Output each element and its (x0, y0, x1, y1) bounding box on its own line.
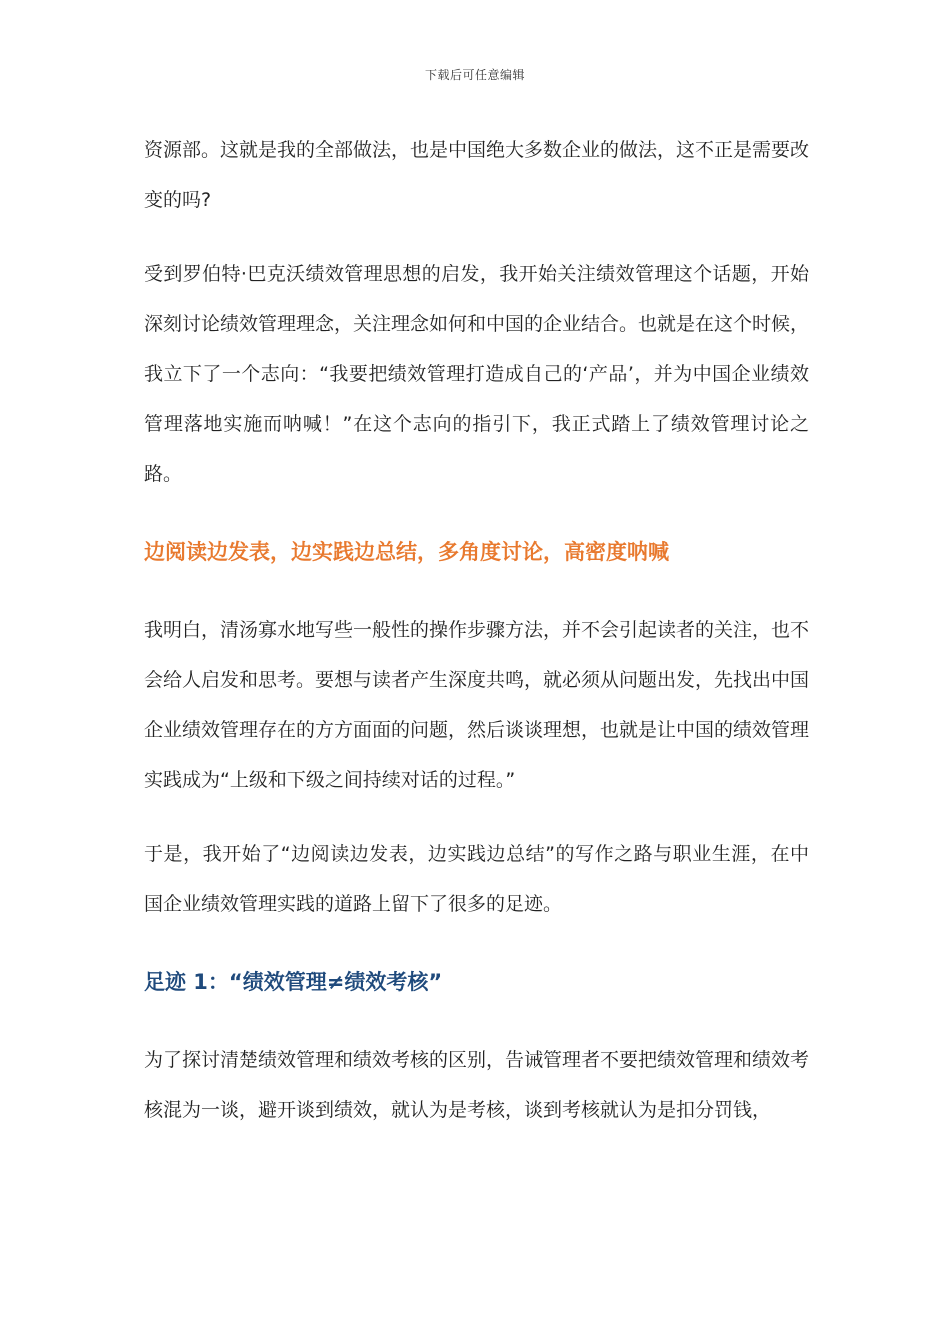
paragraph-3: 我明白，清汤寡水地写些一般性的操作步骤方法，并不会引起读者的关注，也不会给人启发和思考。要想与读者产生深度共鸣，就必须从问题出发，先找出中国企业绩效管理存在的方方面面的问题，然后谈谈理想，也就是让中国的绩效管理实践成为“上级和下级之间持续对话的过程。” (144, 619, 810, 791)
paragraph-1: 资源部。这就是我的全部做法，也是中国绝大多数企业的做法，这不正是需要改变的吗? (144, 139, 810, 211)
section-heading-1: 边阅读边发表，边实践边总结，多角度讨论，高密度呐喊 (144, 540, 669, 564)
document-body (144, 125, 809, 1163)
paragraph-5: 为了探讨清楚绩效管理和绩效考核的区别，告诫管理者不要把绩效管理和绩效考核混为一谈，避开谈到绩效，就认为是考核，谈到考核就认为是扣分罚钱， (144, 1049, 810, 1121)
paragraph-4: 于是，我开始了“边阅读边发表，边实践边总结”的写作之路与职业生涯，在中国企业绩效管理实践的道路上留下了很多的足迹。 (144, 843, 809, 915)
section-heading-2: 足迹 1：“绩效管理≠绩效考核” (144, 970, 443, 994)
paragraph-2: 受到罗伯特·巴克沃绩效管理思想的启发，我开始关注绩效管理这个话题，开始深刻讨论绩效管理理念，关注理念如何和中国的企业结合。也就是在这个时候，我立下了一个志向：“我要把绩效管理打造成自己的‘产品’，并为中国企业绩效管理落地实施而呐喊！”在这个志向的指引下，我正式踏上了绩效管理讨论之路。 (144, 263, 810, 485)
page-header: 下载后可任意编辑 (424, 68, 525, 82)
